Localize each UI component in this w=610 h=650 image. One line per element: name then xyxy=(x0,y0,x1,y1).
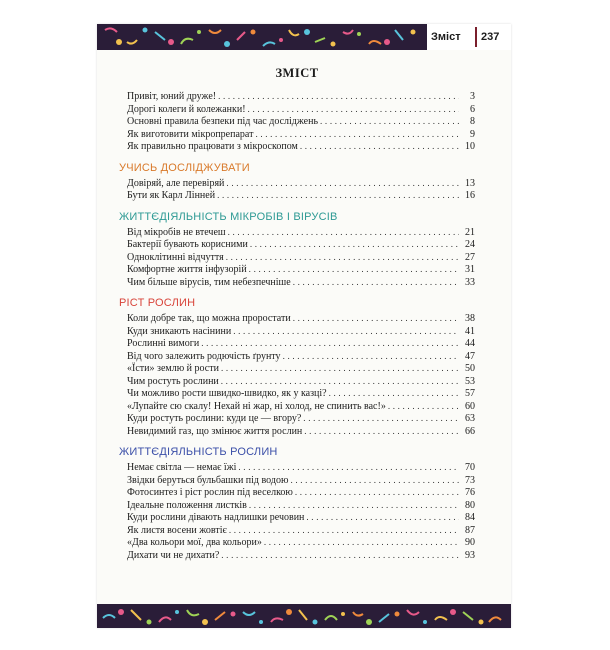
toc-entry xyxy=(119,189,475,202)
running-header xyxy=(427,24,511,50)
toc-entry-page: 93 xyxy=(465,549,475,561)
toc-dot-leader xyxy=(221,549,459,563)
toc-entry-title: Основні правила безпеки під час досліджень xyxy=(127,116,319,127)
toc-dot-leader xyxy=(201,337,459,351)
toc-entry-page: 21 xyxy=(465,226,475,238)
toc-entry-title: Довіряй, але перевіряй xyxy=(127,177,225,189)
toc-entry-page: 38 xyxy=(465,313,475,324)
toc-entry xyxy=(119,325,475,338)
toc-entry-page: 24 xyxy=(465,239,475,250)
toc-entry xyxy=(119,499,475,512)
toc-dot-leader xyxy=(248,103,459,117)
toc-entry-page: 6 xyxy=(470,103,475,115)
toc-dot-leader xyxy=(304,425,459,439)
toc-entry-page: 76 xyxy=(465,487,475,498)
toc-entry-page: 57 xyxy=(465,388,475,399)
toc-dot-leader xyxy=(295,486,459,500)
toc-entry-page: 13 xyxy=(465,177,475,189)
toc-entry xyxy=(119,549,475,562)
toc-entry-title: Як правильно працювати з мікроскопом xyxy=(127,141,298,152)
toc-dot-leader xyxy=(249,263,459,277)
toc-entry xyxy=(119,524,475,537)
toc-entry-page: 66 xyxy=(465,425,475,437)
toc-dot-leader xyxy=(249,499,459,513)
toc-entry-page: 9 xyxy=(470,128,475,140)
toc-entry xyxy=(119,226,475,239)
toc-dot-leader xyxy=(218,90,459,104)
header-divider xyxy=(475,27,477,47)
toc-entry-title: Ідеальне положення листків xyxy=(127,499,247,511)
toc-entry-page: 47 xyxy=(465,350,475,362)
toc-dot-leader xyxy=(283,350,459,364)
toc-entry-title: Бактерії бувають корисними xyxy=(127,239,248,250)
toc-entry-title: Одноклітинні відчуття xyxy=(127,251,224,263)
book-page xyxy=(97,24,511,628)
toc-title: ЗМІСТ xyxy=(275,66,319,80)
toc-entry xyxy=(119,425,475,438)
toc-entry-title: Звідки беруться бульбашки під водою xyxy=(127,474,289,486)
toc-entry xyxy=(119,387,475,400)
toc-entry-title: Як виготовити мікропрепарат xyxy=(127,128,254,140)
toc-entry-title: «Два кольори мої, два кольори» xyxy=(127,537,262,548)
toc-entry-page: 90 xyxy=(465,537,475,548)
toc-entry-page: 73 xyxy=(465,474,475,486)
toc-entry xyxy=(119,103,475,116)
toc-entry-title: Дихати чи не дихати? xyxy=(127,549,220,561)
toc-entry-title: Комфортне життя інфузорій xyxy=(127,264,247,275)
toc-entry-page: 31 xyxy=(465,264,475,275)
running-header-title: Зміст xyxy=(431,31,461,43)
toc-entry-page: 10 xyxy=(465,141,475,152)
toc-entry-page: 80 xyxy=(465,499,475,511)
toc-entry xyxy=(119,350,475,363)
toc-entry xyxy=(119,486,475,499)
toc-entry xyxy=(119,474,475,487)
toc-section xyxy=(119,211,475,289)
toc-entry-page: 70 xyxy=(465,462,475,473)
toc-entry-title: Невидимий газ, що змінює життя рослин xyxy=(127,425,303,437)
toc-dot-leader xyxy=(233,325,459,339)
toc-dot-leader xyxy=(300,140,459,154)
toc-entry-page: 60 xyxy=(465,400,475,412)
toc-entry xyxy=(119,412,475,425)
toc-entry-title: Коли добре так, що можна проростати xyxy=(127,313,291,324)
toc-entry-page: 8 xyxy=(470,116,475,127)
toc-section xyxy=(119,162,475,202)
toc-entry-title: Бути як Карл Лінней xyxy=(127,190,216,201)
toc-section-heading: ЖИТТЄДІЯЛЬНІСТЬ РОСЛИН xyxy=(119,446,278,458)
toc-entry xyxy=(119,461,475,474)
toc-dot-leader xyxy=(293,276,459,290)
toc-dot-leader xyxy=(303,412,459,426)
toc-entry xyxy=(119,90,475,103)
toc-dot-leader xyxy=(228,226,459,240)
toc-entry-title: «Їсти» землю й рости xyxy=(127,363,219,374)
toc-entry xyxy=(119,177,475,190)
toc-entry xyxy=(119,140,475,153)
toc-entry xyxy=(119,263,475,276)
toc-dot-leader xyxy=(329,387,459,401)
microbe-pattern-bottom xyxy=(97,604,511,628)
toc-entry-title: Від мікробів не втечеш xyxy=(127,226,226,238)
toc-entry-title: Фотосинтез і ріст рослин під веселкою xyxy=(127,487,293,498)
toc-dot-leader xyxy=(320,115,459,129)
toc-entry-page: 41 xyxy=(465,325,475,337)
toc-entry-title: Немає світла — немає їжі xyxy=(127,462,237,473)
toc-dot-leader xyxy=(264,536,459,550)
toc-entry xyxy=(119,115,475,128)
toc-dot-leader xyxy=(229,524,459,538)
toc-section-heading: РІСТ РОСЛИН xyxy=(119,297,196,309)
toc-entry xyxy=(119,238,475,251)
toc-entry-page: 53 xyxy=(465,375,475,387)
toc-entry-title: Від чого залежить родючість ґрунту xyxy=(127,350,281,362)
toc-entry-page: 84 xyxy=(465,512,475,523)
toc-entry-title: Дорогі колеги й колежанки! xyxy=(127,103,246,115)
toc-dot-leader xyxy=(293,312,459,326)
toc-dot-leader xyxy=(306,511,459,525)
toc-dot-leader xyxy=(290,474,459,488)
toc-entry-page: 3 xyxy=(470,91,475,102)
toc-entry-title: Куди ростуть рослини: куди це — вгору? xyxy=(127,413,302,424)
toc-entry xyxy=(119,128,475,141)
toc-entry-title: Чим ростуть рослини xyxy=(127,375,219,387)
toc-entry-title: Привіт, юний друже! xyxy=(127,91,217,102)
toc-entry-title: «Лупайте сю скалу! Нехай ні жар, ні холод, не спинить вас!» xyxy=(127,400,386,412)
toc-dot-leader xyxy=(250,238,459,252)
toc-entry xyxy=(119,375,475,388)
toc-entry-title: Як листя восени жовтіє xyxy=(127,524,227,536)
toc-entry-title: Рослинні вимоги xyxy=(127,338,200,349)
toc-entry xyxy=(119,337,475,350)
decorative-header-band xyxy=(97,24,511,50)
toc-entry-title: Куди зникають насінини xyxy=(127,325,232,337)
toc-intro-section xyxy=(119,90,475,153)
toc-entry-page: 27 xyxy=(465,251,475,263)
toc-section xyxy=(119,297,475,437)
toc-entry xyxy=(119,536,475,549)
toc-dot-leader xyxy=(226,251,459,265)
toc-entry-page: 16 xyxy=(465,190,475,201)
toc-section-heading: ЖИТТЄДІЯЛЬНІСТЬ МІКРОБІВ І ВІРУСІВ xyxy=(119,210,338,223)
toc-dot-leader xyxy=(221,362,459,376)
toc-section xyxy=(119,446,475,561)
toc-sections xyxy=(119,162,475,562)
toc-entry xyxy=(119,511,475,524)
toc-entry-page: 87 xyxy=(465,524,475,536)
toc-dot-leader xyxy=(238,461,459,475)
toc-dot-leader xyxy=(388,400,459,414)
toc-entry-title: Куди рослини дівають надлишки речовин xyxy=(127,512,305,523)
toc-dot-leader xyxy=(255,128,459,142)
toc-dot-leader xyxy=(217,189,459,203)
toc-entry-page: 50 xyxy=(465,363,475,374)
toc-dot-leader xyxy=(221,375,459,389)
toc-entry-title: Чим більше вірусів, тим небезпечніше xyxy=(127,276,291,288)
toc-entry-page: 63 xyxy=(465,413,475,424)
toc-entry-page: 33 xyxy=(465,276,475,288)
page-number: 237 xyxy=(481,31,500,43)
toc-entry xyxy=(119,312,475,325)
table-of-contents xyxy=(119,66,475,570)
toc-entry xyxy=(119,251,475,264)
toc-entry xyxy=(119,362,475,375)
toc-entry-title: Чи можливо рости швидко-швидко, як у казці? xyxy=(127,388,327,399)
toc-entry-page: 44 xyxy=(465,338,475,349)
toc-dot-leader xyxy=(226,177,459,191)
toc-section-heading: УЧИСЬ ДОСЛІДЖУВАТИ xyxy=(119,161,250,174)
toc-entry xyxy=(119,400,475,413)
decorative-footer-band xyxy=(97,604,511,628)
toc-entry xyxy=(119,276,475,289)
